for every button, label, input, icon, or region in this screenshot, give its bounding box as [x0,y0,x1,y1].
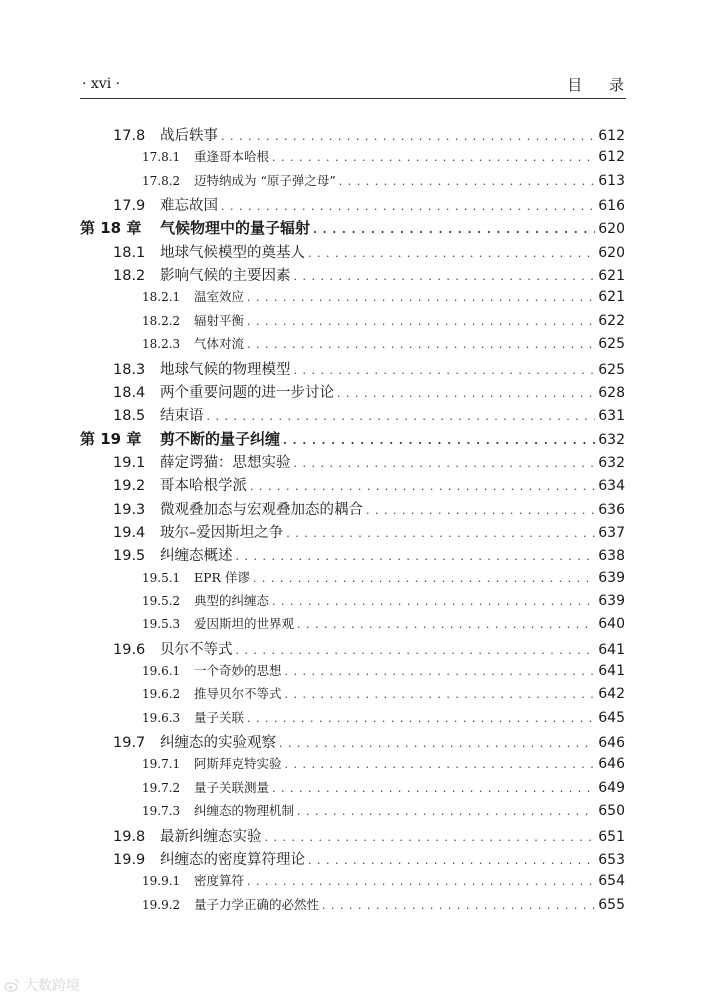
toc-entry-page: 653 [598,851,625,868]
toc-entry-title: 量子关联测量 [194,779,270,795]
toc-chapter-entry[interactable] [80,428,625,450]
toc-entry-title: 爱因斯坦的世界观 [194,616,295,632]
toc-entry-number: 19.5.2 [142,594,181,608]
toc-entry-page: 631 [598,408,625,425]
toc-entry-title: 地球气候模型的奠基人 [160,244,305,261]
toc-chapter-entry[interactable] [80,217,625,239]
toc-entry-number: 19.6 [113,641,146,658]
toc-entry-page: 637 [598,524,625,541]
dot-leader [297,618,595,631]
toc-subsection-entry[interactable] [142,754,625,776]
toc-entry-title: 重逢哥本哈根 [194,149,270,165]
toc-entry-number: 第 19 章 [80,429,142,448]
toc-entry-number: 19.7.1 [142,757,181,772]
toc-entry-page: 650 [598,803,625,820]
toc-entry-title: 剪不断的量子纠缠 [160,429,281,448]
dot-leader [294,270,596,283]
toc-subsection-entry[interactable] [142,311,625,333]
dot-leader [285,758,596,771]
toc-subsection-entry[interactable] [142,591,625,613]
toc-entry-page: 639 [598,593,625,609]
toc-section-entry[interactable] [113,731,625,753]
toc-entry-page: 625 [598,361,625,378]
toc-entry-number: 17.8 [113,128,146,144]
toc-entry-number: 18.2.1 [142,290,181,305]
toc-entry-number: 17.8.2 [142,173,181,188]
toc-entry-number: 19.1 [113,454,146,471]
running-title: 目 录 [567,76,624,94]
toc-section-entry[interactable] [113,404,625,426]
toc-entry-page: 646 [598,735,625,752]
toc-entry-title: 量子力学正确的必然性 [194,896,320,912]
toc-section-entry[interactable] [113,241,625,263]
toc-subsection-entry[interactable] [142,334,625,356]
toc-entry-number: 19.8 [113,828,146,845]
dot-leader [272,782,595,795]
toc-entry-page: 641 [598,641,625,658]
toc-section-entry[interactable] [113,825,625,847]
toc-entry-page: 613 [598,172,625,189]
dot-leader [286,527,595,540]
toc-entry-number: 18.5 [113,408,146,425]
watermark-text: 大数跨境 [24,978,80,994]
dot-leader [247,712,595,725]
toc-entry-number: 19.9.1 [142,874,181,889]
toc-entry-title: 量子关联 [194,709,245,725]
toc-subsection-entry[interactable] [142,568,625,590]
toc-entry-page: 632 [598,431,625,448]
dot-leader [285,665,596,678]
toc-entry-number: 19.2 [113,478,146,495]
toc-entry-title: 阿斯拜克特实验 [194,756,282,772]
toc-entry-page: 645 [598,709,625,726]
toc-entry-page: 636 [598,501,625,518]
toc-entry-page: 654 [598,873,625,890]
toc-entry-title: 气候物理中的量子辐射 [160,219,311,238]
toc-entry-number: 19.6.3 [142,710,181,725]
toc-entry-page: 621 [598,289,625,306]
toc-subsection-entry[interactable] [142,614,625,636]
toc-entry-number: 18.1 [113,244,146,261]
toc-section-entry[interactable] [113,474,625,496]
toc-entry-page: 621 [598,268,625,285]
toc-entry-title: 迈特纳成为 “原子弹之母” [194,172,336,188]
toc-entry-page: 655 [598,896,625,913]
toc-section-entry[interactable] [113,358,625,380]
toc-subsection-entry[interactable] [142,661,625,683]
dot-leader [283,434,595,447]
toc-entry-number: 18.2.2 [142,313,181,328]
dot-leader [236,644,596,657]
dot-leader [366,504,595,517]
toc-entry-number: 19.6.2 [142,687,181,702]
toc-entry-page: 634 [598,478,625,495]
weibo-logo-icon [4,977,20,993]
toc-entry-page: 646 [598,756,625,773]
toc-entry-number: 17.9 [113,198,146,215]
toc-entry-title: 战后轶事 [160,128,218,144]
toc-entry-title: 贝尔不等式 [160,641,233,658]
dot-leader [253,572,595,585]
toc-entry-page: 651 [598,828,625,845]
toc-entry-title: 地球气候的物理模型 [160,361,291,378]
toc-entry-page: 642 [598,686,625,703]
toc-entry-page: 620 [598,221,625,238]
toc-entry-page: 638 [598,548,625,565]
toc-entry-number: 19.7.2 [142,780,181,795]
toc-entry-page: 640 [598,616,625,633]
dot-leader [265,831,596,844]
toc-subsection-entry[interactable] [142,871,625,893]
toc-subsection-entry[interactable] [142,708,625,730]
toc-entry-number: 19.9.2 [142,897,181,912]
dot-leader [337,387,595,400]
toc-entry-title: 难忘故国 [160,198,218,215]
toc-section-entry[interactable] [113,498,625,520]
toc-section-entry[interactable] [113,194,625,216]
toc-section-entry[interactable] [113,848,625,870]
toc-entry-page: 649 [598,779,625,796]
toc-entry-number: 19.5 [113,548,146,565]
toc-section-entry[interactable] [113,451,625,473]
toc-section-entry[interactable] [113,544,625,566]
toc-entry-number: 19.4 [113,524,146,541]
toc-entry-page: 620 [598,244,625,261]
dot-leader [247,338,595,351]
dot-leader [247,291,595,304]
toc-entry-number: 19.6.1 [142,664,181,679]
dot-leader [313,223,595,236]
toc-entry-title: 哥本哈根学派 [160,478,247,495]
dot-leader [322,899,595,912]
watermark [4,974,80,996]
toc-section-entry[interactable] [113,638,625,660]
dot-leader [247,315,595,328]
toc-entry-number: 19.5.3 [142,617,181,632]
toc-entry-title: 最新纠缠态实验 [160,828,262,845]
toc-section-entry[interactable] [113,521,625,543]
dot-leader [272,151,595,164]
dot-leader [250,480,595,493]
dot-leader [294,364,596,377]
toc-entry-page: 639 [598,569,625,586]
toc-entry-page: 625 [598,336,625,353]
toc-entry-title: 一个奇妙的思想 [194,663,282,679]
toc-entry-title: 玻尔–爱因斯坦之争 [160,524,284,541]
page-number: · xvi · [82,76,121,92]
toc-entry-number: 19.7.3 [142,804,181,819]
toc-entry-number: 第 18 章 [80,219,142,238]
dot-leader [308,854,595,867]
toc-entry-number: 19.5.1 [142,570,181,585]
toc-entry-page: 612 [598,128,625,144]
dot-leader [294,457,596,470]
dot-leader [236,550,596,563]
toc-entry-title: 两个重要问题的进一步讨论 [160,384,334,401]
toc-entry-page: 641 [598,663,625,680]
toc-section-entry[interactable] [113,381,625,403]
dot-leader [339,175,596,188]
toc-entry-title: 典型的纠缠态 [194,593,270,608]
toc-subsection-entry[interactable] [142,171,625,193]
toc-entry-page: 628 [598,384,625,401]
toc-subsection-entry[interactable] [142,895,625,917]
toc-entry-title: 微观叠加态与宏观叠加态的耦合 [160,501,363,518]
toc-entry-number: 19.7 [113,735,146,752]
toc-entry-title: 纠缠态概述 [160,548,233,565]
toc-entry-number: 17.8.1 [142,150,181,165]
toc-entry-title: 薛定谔猫：思想实验 [160,454,291,471]
toc-section-entry[interactable] [113,124,625,146]
dot-leader [279,737,595,750]
dot-leader [221,200,595,213]
toc-entry-number: 19.9 [113,851,146,868]
dot-leader [285,688,596,701]
toc-entry-page: 616 [598,198,625,215]
toc-subsection-entry[interactable] [142,684,625,706]
running-header [80,72,626,99]
toc-entry-number: 18.2.3 [142,337,181,352]
dot-leader [221,130,595,143]
toc-entry-title: 纠缠态的实验观察 [160,735,276,752]
toc-entry-number: 18.2 [113,268,146,285]
toc-subsection-entry[interactable] [142,778,625,800]
toc-entry-title: EPR 佯谬 [194,569,250,585]
toc-entry-title: 辐射平衡 [194,312,245,328]
dot-leader [207,410,596,423]
toc-entry-title: 气体对流 [194,336,245,352]
dot-leader [297,805,595,818]
toc-entry-number: 18.4 [113,384,146,401]
toc-entry-title: 密度算符 [194,873,245,889]
toc-entry-title: 推导贝尔不等式 [194,686,282,702]
toc-entry-title: 结束语 [160,408,204,425]
toc-entry-title: 纠缠态的密度算符理论 [160,851,305,868]
toc-entry-title: 温室效应 [194,289,245,305]
dot-leader [272,595,595,608]
toc-entry-title: 纠缠态的物理机制 [194,803,295,819]
toc-entry-page: 622 [598,312,625,329]
dot-leader [247,875,595,888]
toc-subsection-entry[interactable] [142,147,625,169]
toc-entry-page: 612 [598,149,625,166]
toc-section-entry[interactable] [113,264,625,286]
toc-subsection-entry[interactable] [142,287,625,309]
dot-leader [308,247,595,260]
toc-entry-number: 18.3 [113,361,146,378]
toc-subsection-entry[interactable] [142,801,625,823]
toc-entry-page: 632 [598,454,625,471]
toc-entry-title: 影响气候的主要因素 [160,268,291,285]
toc-entry-number: 19.3 [113,501,146,518]
